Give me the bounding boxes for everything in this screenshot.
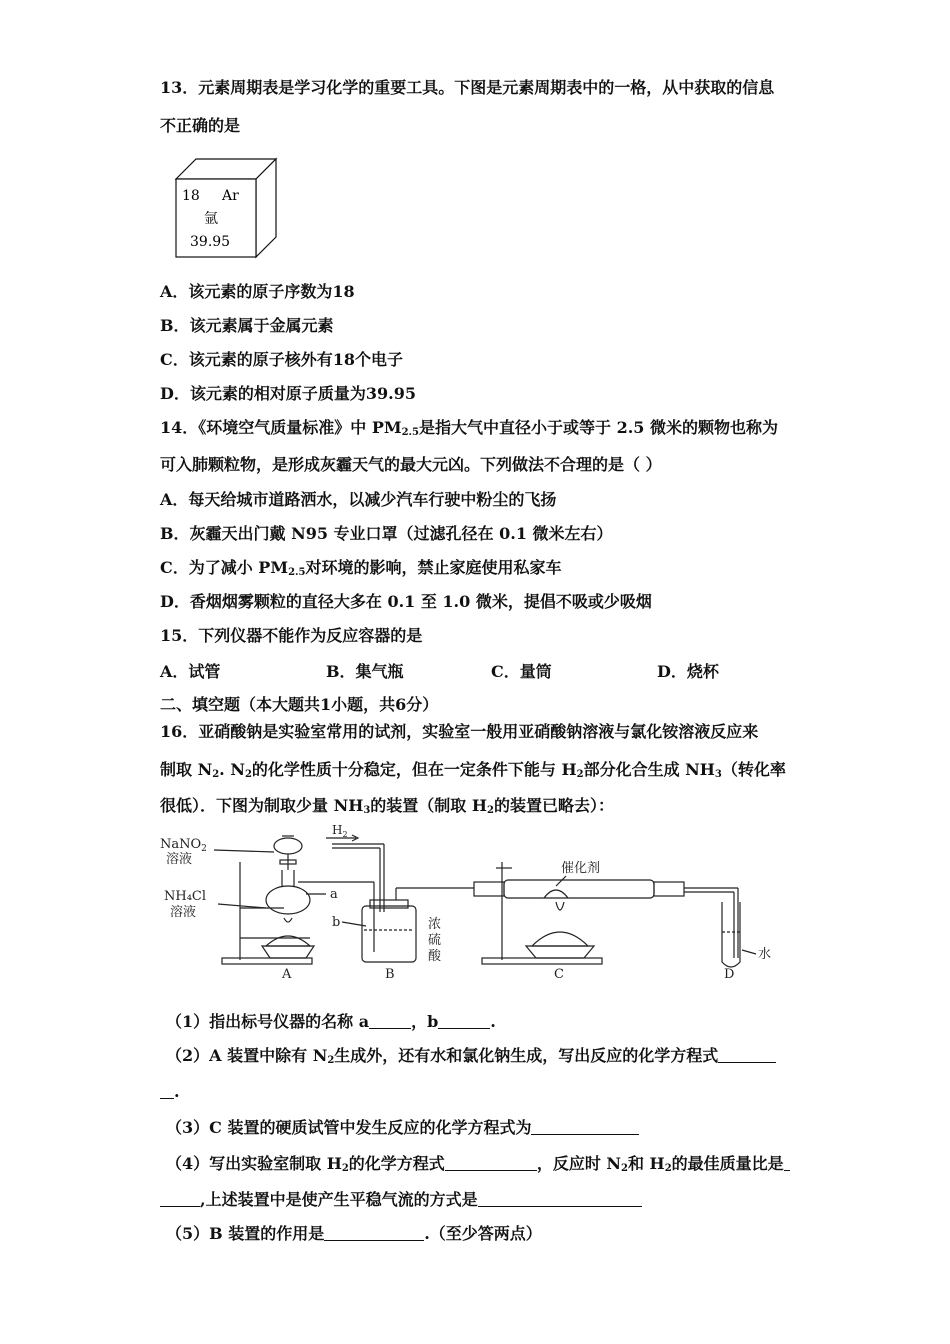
nh4cl-label: NH₄Cl [164,889,207,904]
q16-part4-cont: ,上述装置中是使产生平稳气流的方式是 [160,1190,642,1210]
q16-part1: （1）指出标号仪器的名称 a ，b . [166,1012,496,1031]
q14-stem-line1: 14．《环境空气质量标准》中 $PM_{2.5}$是指大气中直径小于或等于 2.5 微米的颗物也称为 [160,418,778,438]
q13-option-c: C．该元素的原子核外有18个电子 [160,350,404,369]
q14-option-b: B．灰霾天出门戴 N95 专业口罩（过滤孔径在 0.1 微米左右） [160,524,613,543]
blank-a[interactable] [369,1014,411,1029]
blank-equation-c[interactable] [531,1120,639,1135]
label-B: B [385,967,395,982]
acid-label-1: 浓 [428,917,442,932]
q16-stem-line3: 很低）．下图为制取少量 $NH_3$的装置（制取 $H_2$的装置已略去）： [160,796,614,816]
q16-part2: （2）A 装置中除有 $N_2$生成外，还有水和氯化钠生成，写出反应的化学方程式 [166,1046,776,1071]
label-C: C [554,967,564,982]
blank-equation-a[interactable] [718,1048,776,1063]
q16-part2-cont: . [160,1082,180,1102]
element-number: 18 [182,188,200,204]
catalyst-label: 催化剂 [561,861,601,876]
label-b: b [332,915,341,930]
q14-stem-line2: 可入肺颗粒物，是形成灰霾天气的最大元凶。下列做法不合理的是（ ） [160,455,662,474]
q16-part5: （5）B 装置的作用是 .（至少答两点） [166,1224,542,1243]
q15-stem: 15．下列仪器不能作为反应容器的是 [160,626,423,645]
blank-steady-flow[interactable] [478,1192,642,1207]
q16-part4: （4）写出实验室制取 $H_2$的化学方程式 ，反应时 $N_2$和 $H_2$的最佳质量比是 [166,1154,790,1179]
blank-mass-ratio-cont[interactable] [160,1192,200,1207]
element-cell-figure [172,155,282,263]
water-label: 水 [758,947,772,962]
apparatus-diagram [156,822,786,982]
q15-option-b: B．集气瓶 [326,662,404,681]
q16-stem-line2: 制取 $N_2$. $N_2$的化学性质十分稳定，但在一定条件下能与 $H_2$部分化合生成 $NH_3$（转化率 [160,760,786,780]
q16-stem-line1: 16．亚硝酸钠是实验室常用的试剂，实验室一般用亚硝酸钠溶液与氯化铵溶液反应来 [160,722,759,741]
q13-option-a: A．该元素的原子序数为18 [160,282,355,301]
blank-mass-ratio[interactable] [784,1156,790,1171]
blank-b[interactable] [438,1014,490,1029]
section-heading: 二、填空题（本大题共1小题，共6分） [160,695,439,714]
q15-option-c: C．量筒 [491,662,552,681]
acid-label-3: 酸 [428,949,442,964]
q15-option-a: A．试管 [160,662,221,681]
element-mass: 39.95 [190,234,231,250]
element-name: 氩 [204,211,218,227]
blank-b-function[interactable] [324,1226,424,1241]
label-D: D [724,967,735,982]
q13-option-d: D．该元素的相对原子质量为39.95 [160,384,416,403]
nano2-solution-label: 溶液 [166,852,193,867]
nh4cl-solution-label: 溶液 [170,905,197,920]
q13-stem-line1: 13．元素周期表是学习化学的重要工具。下图是元素周期表中的一格，从中获取的信息 [160,78,775,97]
acid-label-2: 硫 [428,933,442,948]
q14-option-c: C．为了减小 $PM_{2.5}$对环境的影响，禁止家庭使用私家车 [160,558,562,578]
q15-option-d: D．烧杯 [657,662,719,681]
q16-part3: （3）C 装置的硬质试管中发生反应的化学方程式为 [166,1118,639,1138]
q13-option-b: B．该元素属于金属元素 [160,316,334,335]
h2-label: $H_2$ [332,823,348,839]
q14-option-d: D．香烟烟雾颗粒的直径大多在 0.1 至 1.0 微米，提倡不吸或少吸烟 [160,592,652,611]
label-a: a [330,887,338,902]
element-symbol: Ar [222,188,239,204]
nano2-label: NaNO$_2$ [160,837,207,854]
blank-equation-a-cont[interactable] [160,1084,174,1099]
q13-stem-line2: 不正确的是 [160,116,241,135]
label-A: A [282,967,292,982]
blank-h2-equation[interactable] [445,1156,537,1171]
q14-option-a: A．每天给城市道路洒水，以减少汽车行驶中粉尘的飞扬 [160,490,557,509]
